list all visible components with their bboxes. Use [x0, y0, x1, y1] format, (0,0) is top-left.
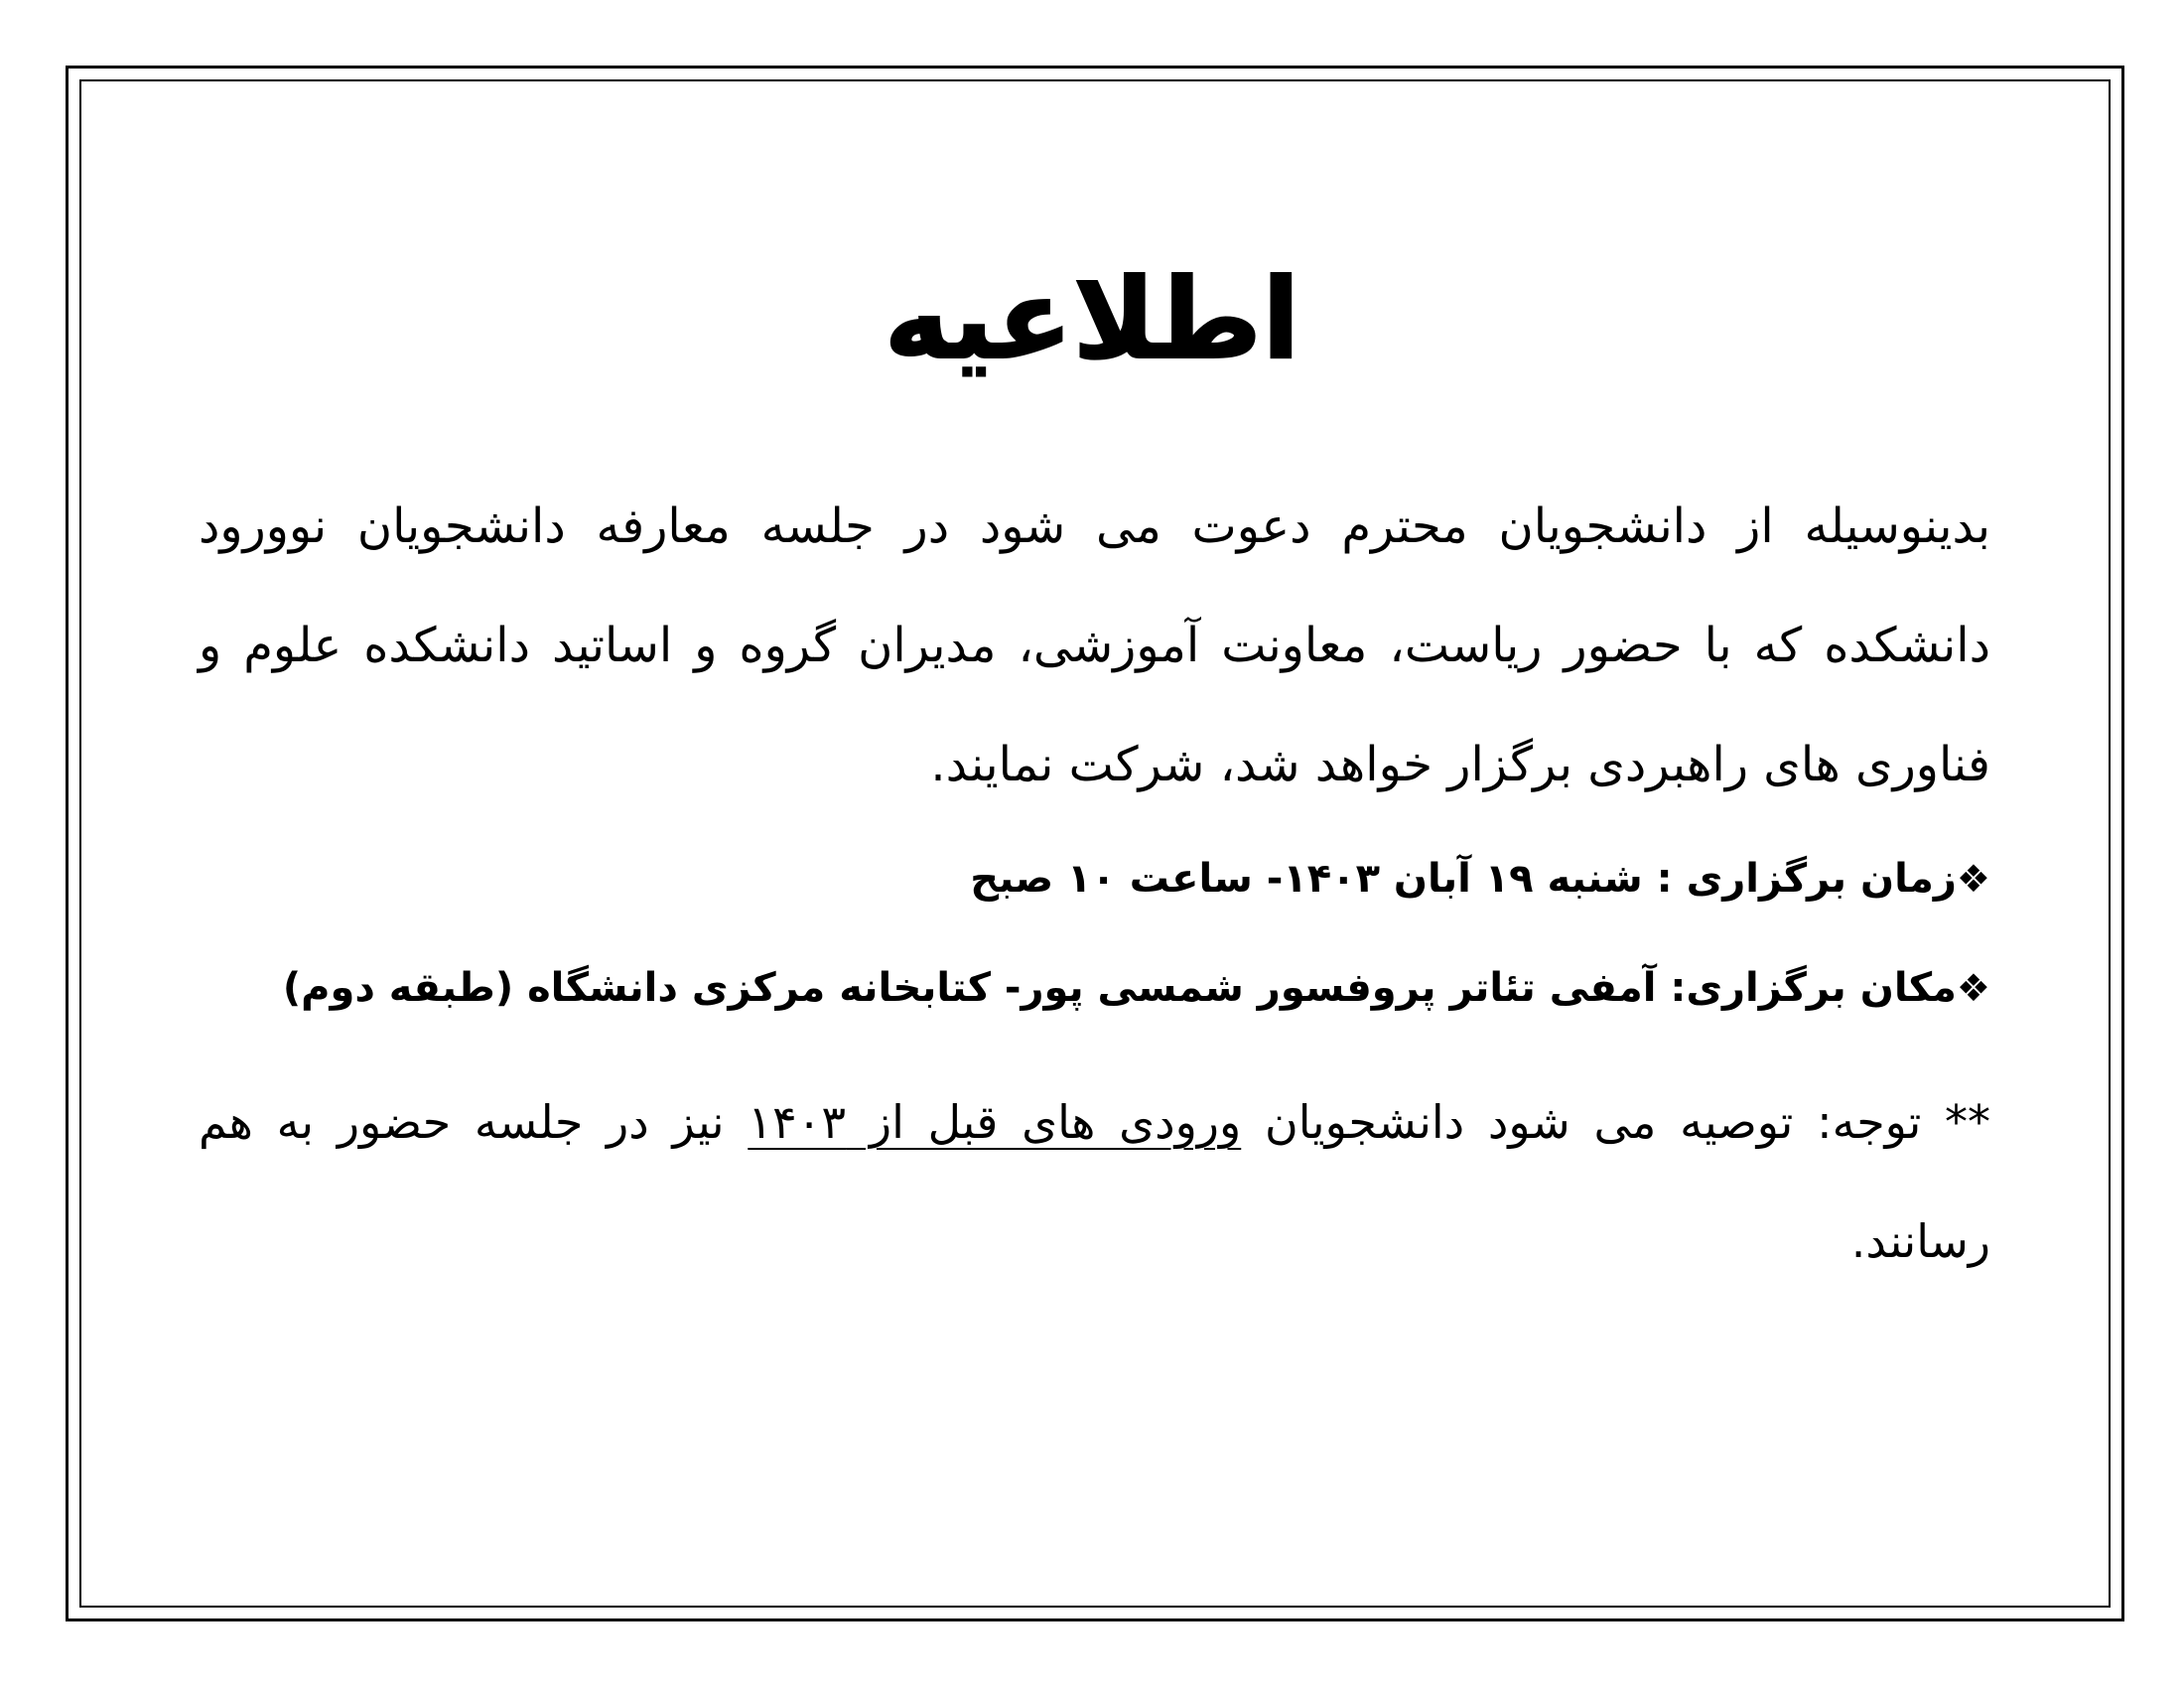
announcement-title: اطلاعیه: [884, 255, 1300, 384]
time-line: [199, 824, 1990, 933]
place-value: آمفی تئاتر پروفسور شمسی پور- کتابخانه مرکزی دانشگاه (طبقه دوم): [282, 965, 1657, 1011]
time-value: شنبه ۱۹ آبان ۱۴۰۳- ساعت ۱۰ صبح: [970, 856, 1643, 902]
place-label: مکان برگزاری:: [1656, 965, 1957, 1011]
announcement-content: [199, 467, 1990, 1301]
note-prefix: ** توجه: توصیه می شود دانشجویان: [1241, 1095, 1991, 1149]
note-underlined-text: ورودی های قبل از ۱۴۰۳: [748, 1095, 1242, 1149]
invitation-paragraph: بدینوسیله از دانشجویان محترم دعوت می شود در جلسه معارفه دانشجویان نوورود دانشکده که با حضور ریاست، معاونت آموزشی، مدیران گروه و اساتید دانشکده علوم و فناوری های راهبردی برگزار خواهد شد، شرکت نمایند.: [199, 498, 1990, 792]
time-label: زمان برگزاری :: [1642, 856, 1957, 902]
note-paragraph: [199, 1062, 1990, 1301]
place-line: [199, 933, 1990, 1043]
note-suffix: نیز در جلسه حضور به هم رسانند.: [199, 1095, 1990, 1268]
diamond-bullet-icon: ❖: [1956, 966, 1990, 1010]
diamond-bullet-icon: ❖: [1956, 857, 1990, 901]
